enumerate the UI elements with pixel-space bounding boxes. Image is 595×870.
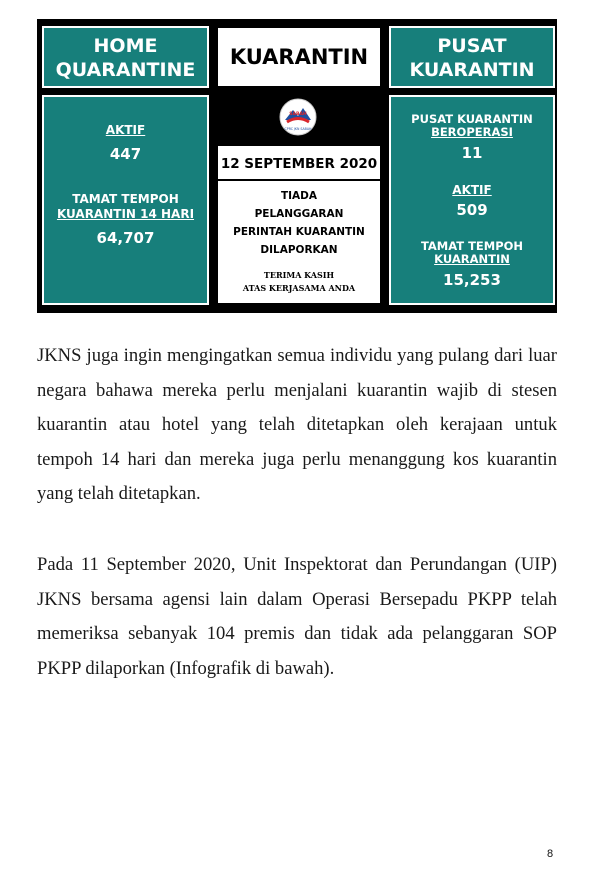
notice-line4: DILAPORKAN [260, 244, 338, 256]
quarantine-infographic [37, 19, 557, 313]
home-quarantine-title-line1: HOME [93, 35, 158, 57]
notice-line3: PERINTAH KUARANTIN [233, 226, 365, 238]
home-ended-label-line2: KUARANTIN 14 HARI [56, 207, 195, 221]
home-ended-value: 64,707 [96, 229, 155, 247]
centre-active-label: AKTIF [452, 183, 492, 197]
sabah-cprc-logo-icon [279, 98, 317, 136]
notice-line2: PELANGGARAN [254, 208, 344, 220]
notice-text [218, 187, 380, 259]
notice-divider [218, 179, 380, 181]
thanks-line1: TERIMA KASIH [263, 270, 335, 280]
quarantine-centre-stats [389, 95, 555, 305]
kuarantin-title: KUARANTIN [229, 45, 369, 69]
thanks-line2: ATAS KERJASAMA ANDA [242, 283, 356, 293]
logo-text-top: SABAH [289, 112, 307, 117]
home-active-value: 447 [109, 145, 142, 163]
centre-ended-value: 15,253 [443, 271, 501, 289]
thanks-text [218, 269, 380, 295]
home-quarantine-header [42, 26, 209, 88]
centre-operating-label-line1: PUSAT KUARANTIN [411, 112, 533, 126]
home-quarantine-stats [42, 95, 209, 305]
centre-ended-label-line2: KUARANTIN [434, 252, 510, 266]
quarantine-centre-title-line2: KUARANTIN [409, 59, 535, 81]
paragraph-inspection: Pada 11 September 2020, Unit Inspektorat dan Perundangan (UIP) JKNS bersama agensi lain dalam Operasi Bersepadu PKPP telah memeriksa sebanyak 104 premis dan tidak ada pelanggaran SOP PKPP dilaporkan (Infografik di bawah). [37, 554, 557, 679]
quarantine-centre-header [389, 26, 555, 88]
centre-operating-label-line2: BEROPERASI [431, 125, 513, 139]
home-active-label: AKTIF [105, 123, 146, 137]
notice-line1: TIADA [280, 190, 318, 202]
home-ended-label-line1: TAMAT TEMPOH [72, 192, 179, 206]
centre-ended-label-line1: TAMAT TEMPOH [420, 239, 524, 253]
paragraph-reminder: JKNS juga ingin mengingatkan semua individu yang pulang dari luar negara bahawa mereka perlu menjalani kuarantin wajib di stesen kuarantin atau hotel yang telah ditetapkan oleh kerajaan untuk tempoh 14 hari dan mereka juga perlu menanggung kos kuarantin yang telah ditetapkan. [37, 345, 557, 505]
kuarantin-notice-panel [216, 144, 382, 305]
centre-active-value: 509 [456, 201, 488, 219]
page-number: 8 [547, 848, 554, 860]
centre-operating-value: 11 [461, 144, 483, 162]
logo-text-bottom: CPRC JKN SABAH [284, 127, 312, 131]
quarantine-centre-title-line1: PUSAT [437, 35, 507, 57]
home-quarantine-title-line2: QUARANTINE [55, 59, 196, 81]
kuarantin-header [216, 26, 382, 88]
notice-date: 12 SEPTEMBER 2020 [220, 156, 378, 172]
